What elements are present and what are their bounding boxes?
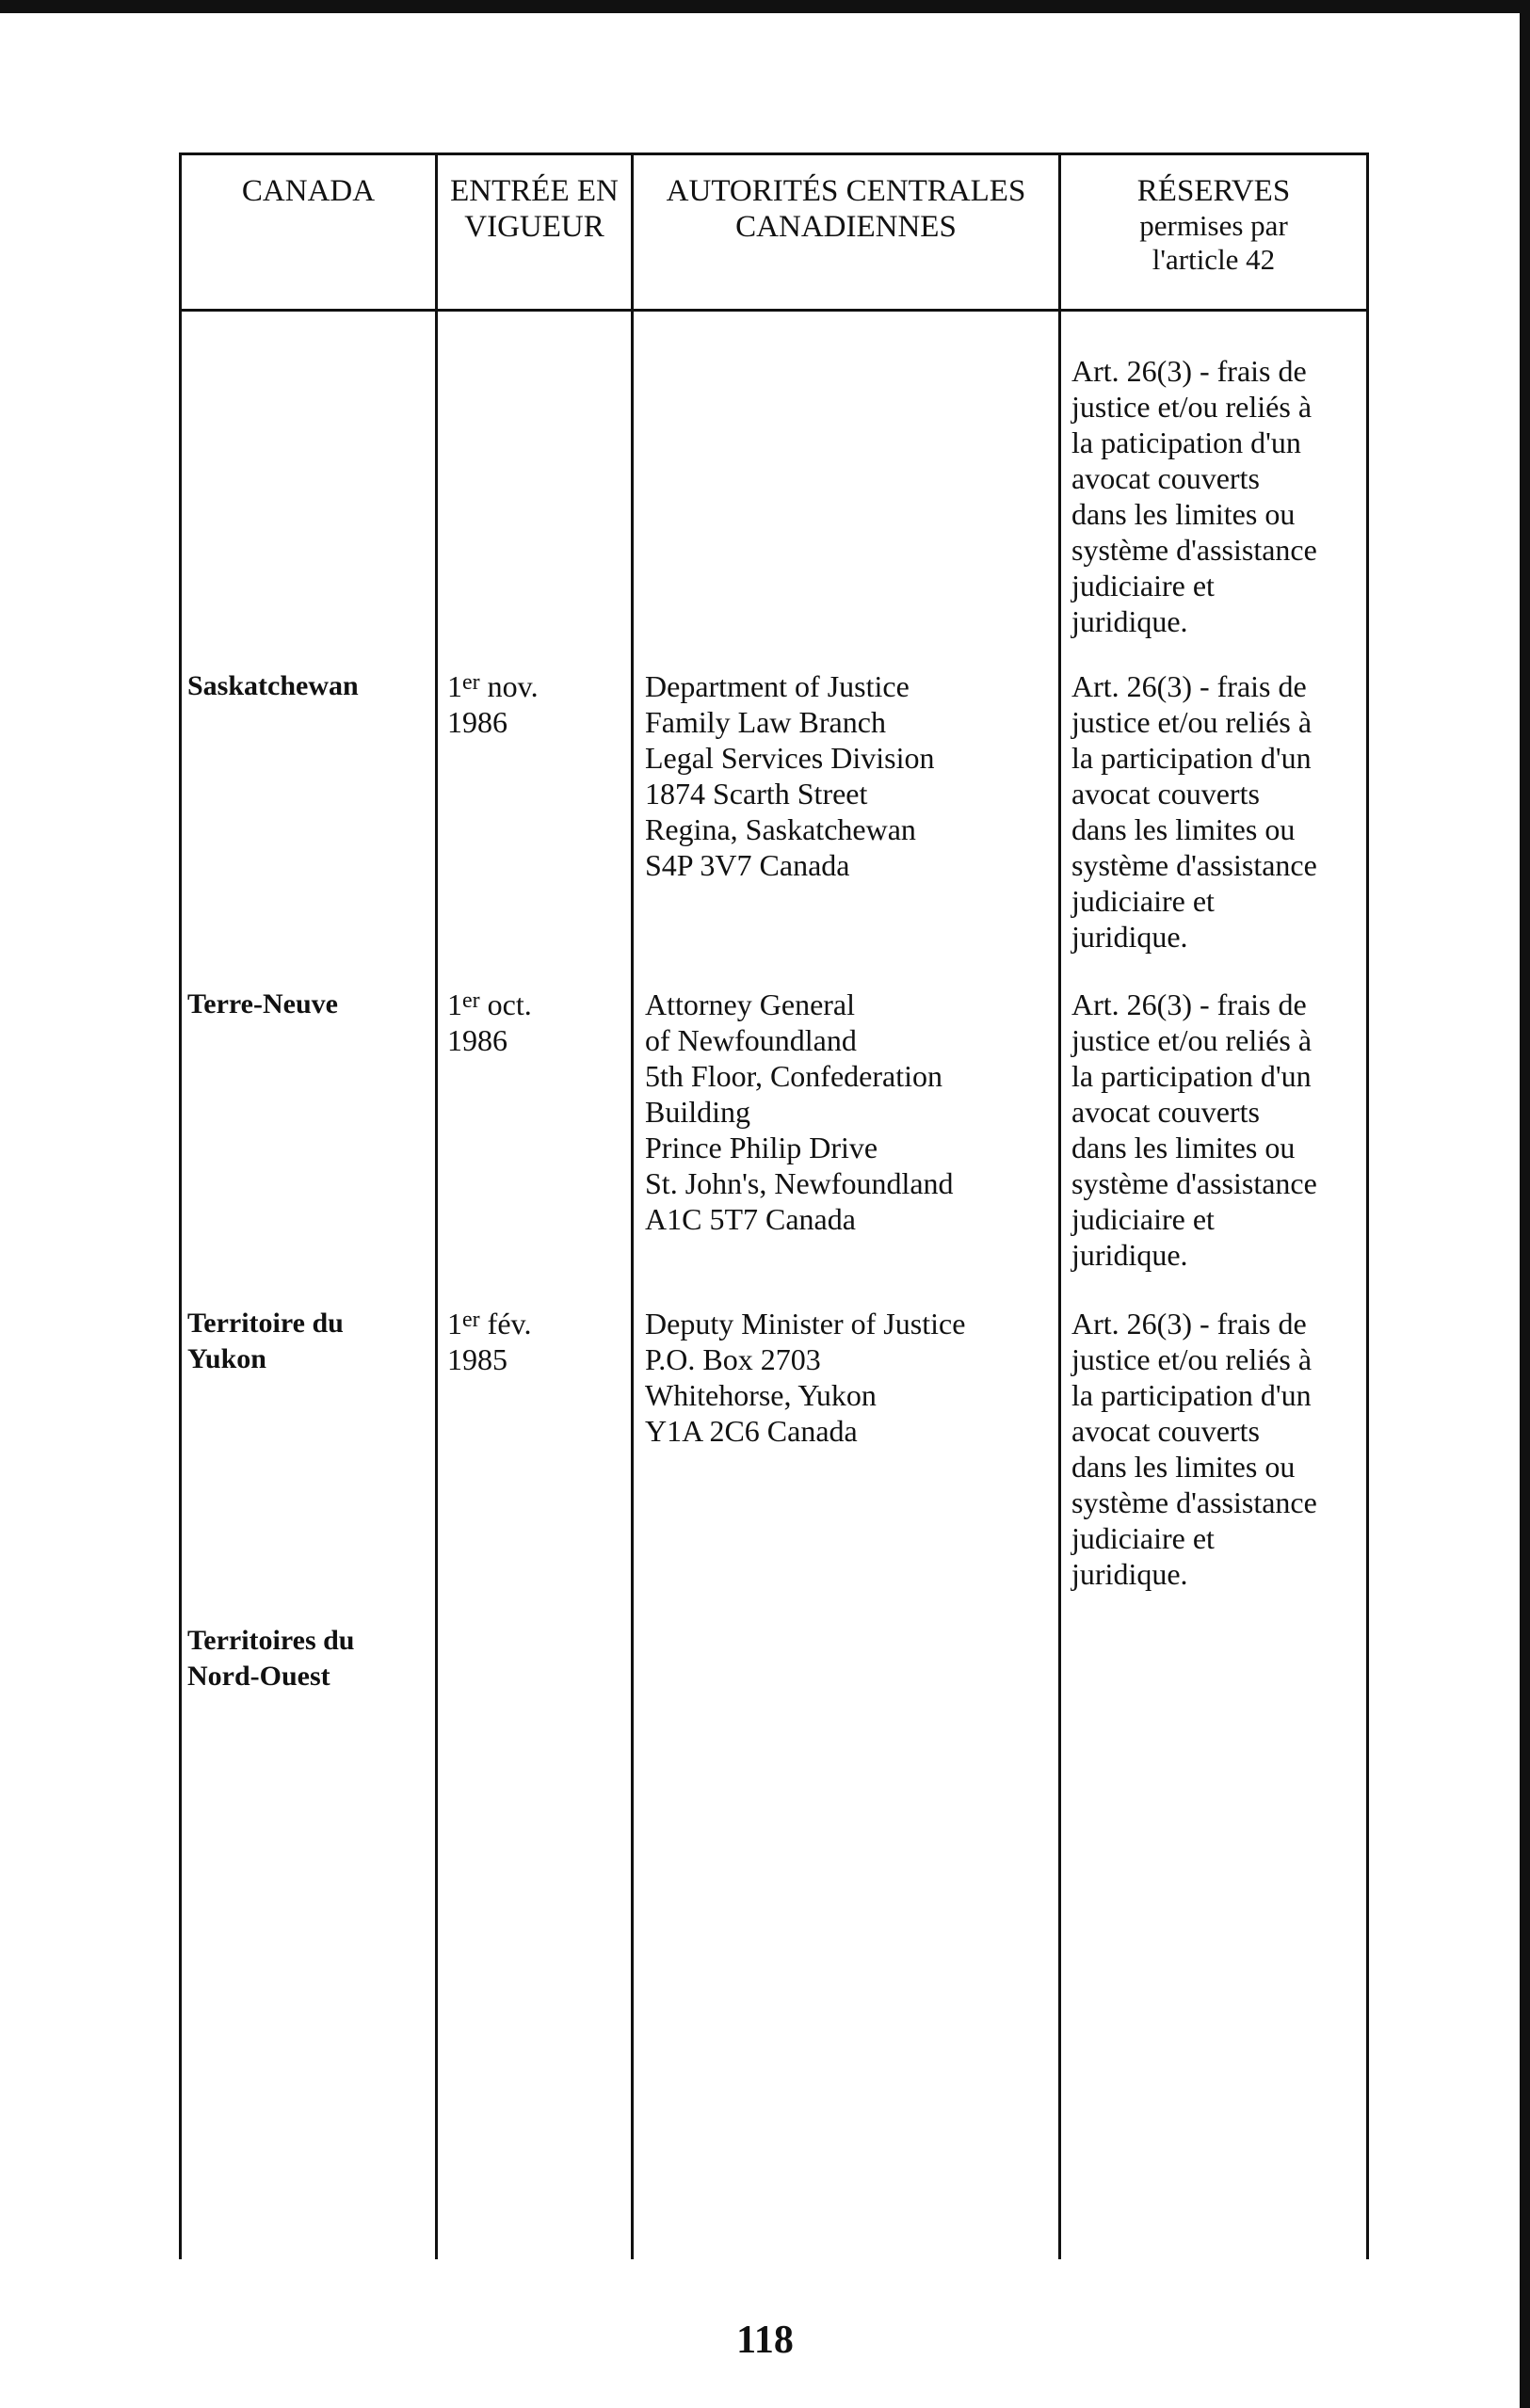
col-divider-4: [1058, 153, 1061, 2259]
header-entree-line1: ENTRÉE EN: [450, 174, 619, 208]
reservation-line: Art. 26(3) - frais de: [1071, 354, 1307, 388]
authority-line: Regina, Saskatchewan: [645, 812, 916, 846]
header-autorites-line1: AUTORITÉS CENTRALES: [666, 174, 1026, 208]
date-yukon: [447, 1306, 531, 1377]
reservation-line: la paticipation d'un: [1071, 425, 1301, 459]
authority-line: Prince Philip Drive: [645, 1131, 878, 1164]
reservations-table: [179, 153, 1369, 2259]
authority-line: 1874 Scarth Street: [645, 777, 868, 811]
reservation-line: judiciaire et: [1071, 569, 1215, 602]
date-line: [447, 668, 539, 704]
reservation-line: système d'assistance: [1071, 1485, 1317, 1519]
date-day: 1: [447, 1307, 462, 1340]
reservation-terre-neuve: [1071, 987, 1354, 1273]
reservation-line: avocat couverts: [1071, 777, 1260, 811]
header-reserves: [1061, 173, 1366, 277]
reservation-line: Art. 26(3) - frais de: [1071, 1307, 1307, 1340]
jurisdiction-saskatchewan: [187, 668, 359, 704]
reservation-line: juridique.: [1071, 920, 1188, 954]
authority-line: Building: [645, 1095, 751, 1129]
authority-line: P.O. Box 2703: [645, 1342, 821, 1376]
date-day: 1: [447, 987, 462, 1021]
reservation-line: la participation d'un: [1071, 1059, 1312, 1093]
authority-line: Deputy Minister of Justice: [645, 1307, 966, 1340]
header-canada-text: CANADA: [241, 174, 376, 208]
jurisdiction-line: Yukon: [187, 1343, 266, 1374]
authority-terre-neuve: [645, 987, 954, 1237]
authority-line: Attorney General: [645, 987, 856, 1021]
reservation-line: système d'assistance: [1071, 848, 1317, 882]
authority-line: of Newfoundland: [645, 1023, 857, 1057]
jurisdiction-yukon: [187, 1306, 344, 1377]
date-terre-neuve: [447, 987, 532, 1058]
reservation-line: la participation d'un: [1071, 741, 1312, 775]
reservation-continued: [1071, 353, 1354, 639]
jurisdiction-line: Territoire du: [187, 1308, 344, 1339]
header-reserves-sub2: l'article 42: [1152, 243, 1276, 276]
right-scan-border: [1520, 0, 1530, 2408]
col-divider-1: [179, 153, 182, 2259]
reservation-line: judiciaire et: [1071, 884, 1215, 918]
authority-yukon: [645, 1306, 965, 1449]
reservation-line: avocat couverts: [1071, 1414, 1260, 1448]
date-month: oct.: [479, 987, 532, 1021]
reservation-line: justice et/ou reliés à: [1071, 1342, 1313, 1376]
jurisdiction-nord-ouest: [187, 1623, 355, 1694]
header-reserves-title: RÉSERVES: [1136, 174, 1291, 208]
reservation-line: Art. 26(3) - frais de: [1071, 987, 1307, 1021]
jurisdiction-line: Saskatchewan: [187, 670, 359, 701]
reservation-line: avocat couverts: [1071, 461, 1260, 495]
date-year: 1986: [447, 705, 507, 739]
top-scan-border: [0, 0, 1530, 13]
reservation-line: justice et/ou reliés à: [1071, 1023, 1313, 1057]
reservation-line: judiciaire et: [1071, 1521, 1215, 1555]
header-canada: [182, 173, 435, 209]
jurisdiction-line: Territoires du: [187, 1625, 355, 1656]
reservation-line: juridique.: [1071, 1238, 1188, 1272]
col-divider-5: [1366, 153, 1369, 2259]
reservation-line: juridique.: [1071, 604, 1188, 638]
reservation-line: système d'assistance: [1071, 1166, 1317, 1200]
authority-line: Legal Services Division: [645, 741, 935, 775]
authority-line: Department of Justice: [645, 669, 910, 703]
reservation-line: dans les limites ou: [1071, 812, 1296, 846]
reservation-line: système d'assistance: [1071, 533, 1317, 567]
date-sup: er: [462, 670, 480, 695]
authority-saskatchewan: [645, 668, 934, 883]
jurisdiction-terre-neuve: [187, 987, 338, 1022]
date-line: [447, 987, 532, 1022]
authority-line: Family Law Branch: [645, 705, 886, 739]
page-number: 118: [736, 2319, 794, 2362]
header-reserves-sub1: permises par: [1139, 209, 1288, 242]
header-entree-line2: VIGUEUR: [464, 210, 604, 244]
header-entree: [438, 173, 631, 245]
date-saskatchewan: [447, 668, 539, 740]
authority-line: A1C 5T7 Canada: [645, 1202, 856, 1236]
header-autorites-line2: CANADIENNES: [735, 210, 957, 244]
col-divider-2: [435, 153, 438, 2259]
date-month: nov.: [479, 669, 539, 703]
reservation-line: justice et/ou reliés à: [1071, 705, 1313, 739]
date-day: 1: [447, 669, 462, 703]
jurisdiction-line: Terre-Neuve: [187, 988, 338, 1019]
date-sup: er: [462, 1308, 480, 1332]
jurisdiction-line: Nord-Ouest: [187, 1661, 330, 1692]
date-year: 1985: [447, 1342, 507, 1376]
reservation-line: dans les limites ou: [1071, 1131, 1296, 1164]
date-line: [447, 1306, 531, 1341]
date-month: fév.: [479, 1307, 532, 1340]
reservation-yukon: [1071, 1306, 1354, 1592]
col-divider-3: [631, 153, 634, 2259]
authority-line: St. John's, Newfoundland: [645, 1166, 954, 1200]
reservation-line: Art. 26(3) - frais de: [1071, 669, 1307, 703]
reservation-line: dans les limites ou: [1071, 497, 1296, 531]
reservation-line: judiciaire et: [1071, 1202, 1215, 1236]
reservation-line: justice et/ou reliés à: [1071, 390, 1313, 424]
reservation-line: juridique.: [1071, 1557, 1188, 1591]
table-top-border: [179, 153, 1369, 155]
date-year: 1986: [447, 1023, 507, 1057]
reservation-line: avocat couverts: [1071, 1095, 1260, 1129]
authority-line: Whitehorse, Yukon: [645, 1378, 877, 1412]
header-bottom-border: [179, 309, 1369, 312]
reservation-line: la participation d'un: [1071, 1378, 1312, 1412]
reservation-saskatchewan: [1071, 668, 1354, 955]
date-sup: er: [462, 988, 480, 1013]
authority-line: Y1A 2C6 Canada: [645, 1414, 858, 1448]
authority-line: S4P 3V7 Canada: [645, 848, 850, 882]
reservation-line: dans les limites ou: [1071, 1450, 1296, 1484]
authority-line: 5th Floor, Confederation: [645, 1059, 942, 1093]
header-autorites: [634, 173, 1058, 245]
